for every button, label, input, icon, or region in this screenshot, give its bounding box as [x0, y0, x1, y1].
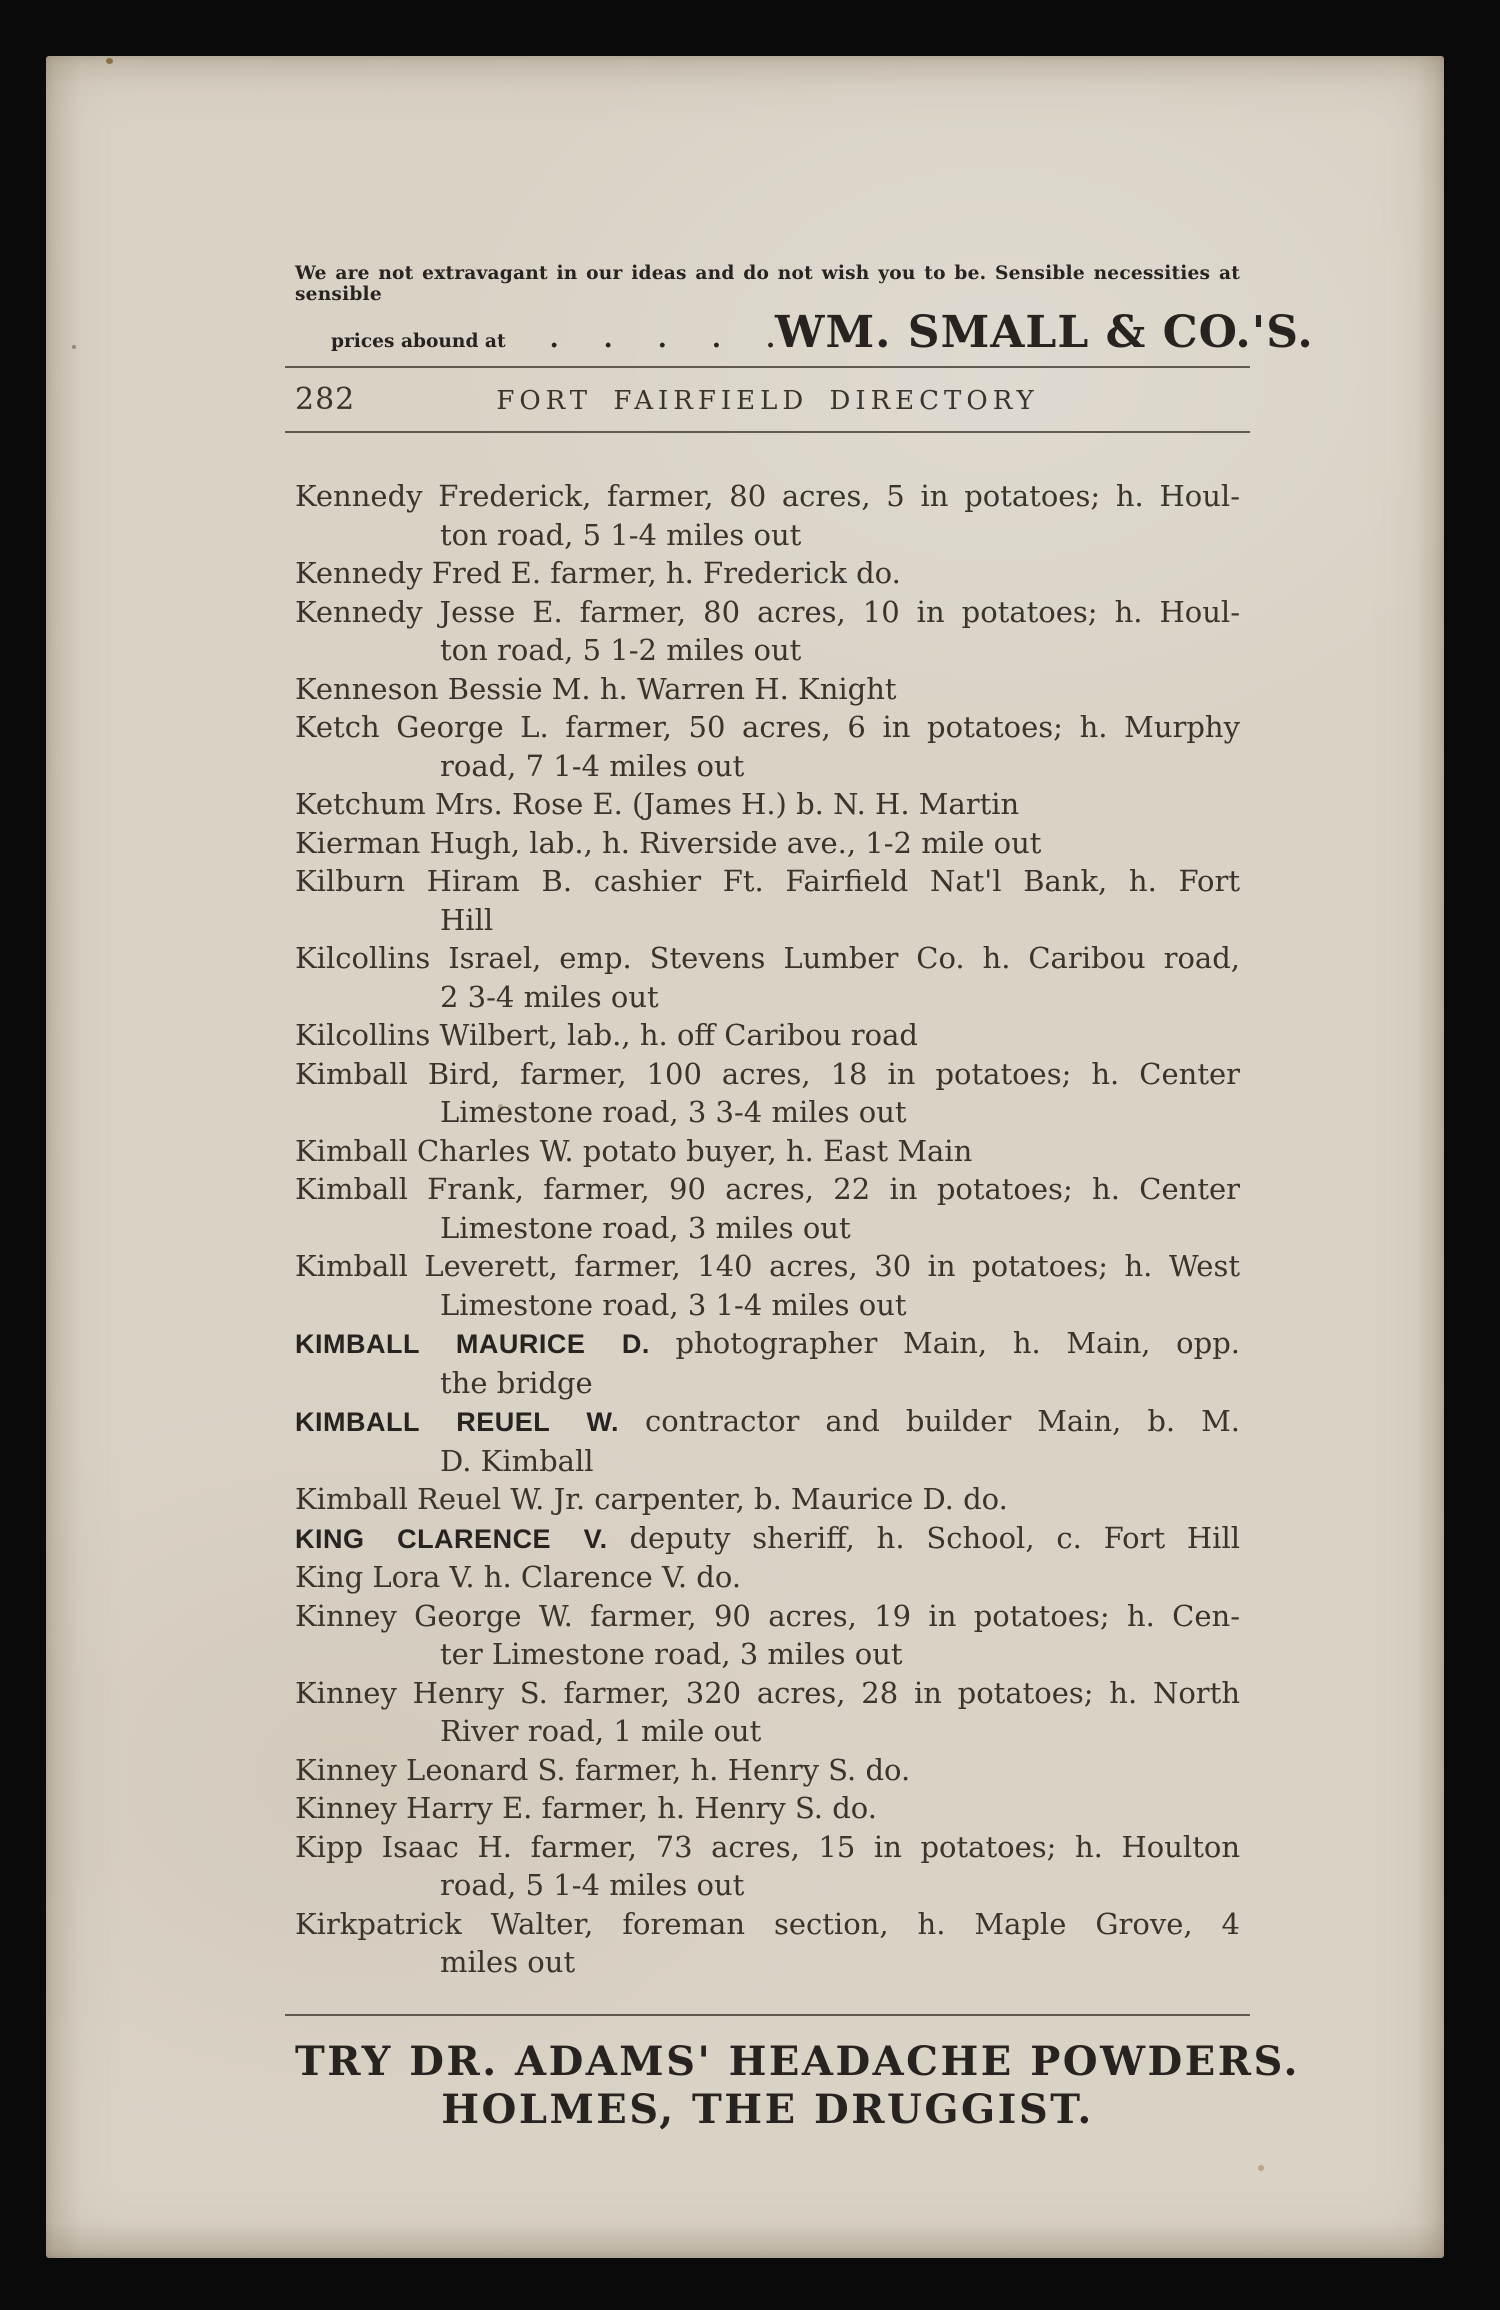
directory-entry	[295, 708, 1240, 785]
directory-entry	[295, 1828, 1240, 1905]
entry-line: Kinney Harry E. farmer, h. Henry S. do.	[295, 1791, 877, 1825]
entry-line: ter Limestone road, 3 miles out	[440, 1637, 903, 1671]
entry-line: Kennedy Fred E. farmer, h. Frederick do.	[295, 556, 901, 590]
entry-line: 2 3-4 miles out	[440, 979, 659, 1014]
entry-line: the bridge	[440, 1365, 593, 1400]
entry-line: Kennedy Jesse E. farmer, 80 acres, 10 in potatoes; h. Houl-	[295, 594, 1240, 629]
directory-entry	[295, 1480, 1240, 1519]
directory-entry	[295, 670, 1240, 709]
entry-line: Kipp Isaac H. farmer, 73 acres, 15 in potatoes; h. Houlton	[295, 1829, 1240, 1864]
directory-entry	[295, 593, 1240, 670]
top-ad-line2	[295, 307, 1314, 358]
entry-line: Limestone road, 3 miles out	[440, 1210, 851, 1245]
entry-line: Hill	[440, 902, 494, 937]
directory-entry	[295, 1674, 1240, 1751]
directory-entry	[295, 1905, 1240, 1982]
footer-rule	[285, 2014, 1250, 2016]
entry-line: Kinney Henry S. farmer, 320 acres, 28 in potatoes; h. North	[295, 1675, 1240, 1710]
entry-line: Kierman Hugh, lab., h. Riverside ave., 1-2 mile out	[295, 825, 1042, 860]
header-rule-bottom	[285, 431, 1250, 433]
entry-line: Kenneson Bessie M. h. Warren H. Knight	[295, 671, 897, 706]
entry-bold-name: KING CLARENCE V.	[295, 1523, 608, 1554]
directory-entry	[295, 1751, 1240, 1790]
directory-entry	[295, 1789, 1240, 1828]
entry-bold-name: KIMBALL REUEL W.	[295, 1407, 620, 1437]
directory-entry	[295, 862, 1240, 939]
page-content	[46, 56, 1444, 2258]
entry-line: Kirkpatrick Walter, foreman section, h. Maple Grove, 4	[295, 1906, 1240, 1941]
directory-entry	[295, 1132, 1240, 1171]
directory-entry	[295, 1558, 1240, 1597]
entry-line: Ketchum Mrs. Rose E. (James H.) b. N. H. Martin	[295, 787, 1020, 821]
directory-entry	[295, 1170, 1240, 1247]
entry-line: KING CLARENCE V. deputy sheriff, h. School, c. Fort Hill	[295, 1520, 1240, 1555]
directory-entry	[295, 1324, 1240, 1402]
top-ad-slogan: We are not extravagant in our ideas and do not wish you to be. Sensible necessities at sensible	[295, 263, 1240, 305]
directory-entry	[295, 554, 1240, 593]
top-ad-left-group	[295, 324, 775, 354]
directory-entry	[295, 1016, 1240, 1055]
entry-line: Kimball Frank, farmer, 90 acres, 22 in potatoes; h. Center	[295, 1172, 1240, 1206]
entry-line: Kimball Reuel W. Jr. carpenter, b. Maurice D. do.	[295, 1482, 1008, 1516]
entry-line: ton road, 5 1-4 miles out	[440, 517, 802, 552]
top-ad-store-name: WM. SMALL & CO.'S.	[775, 307, 1314, 358]
directory-entry	[295, 939, 1240, 1016]
entry-line: Limestone road, 3 3-4 miles out	[440, 1095, 907, 1129]
top-advertisement	[295, 263, 1314, 358]
directory-entry	[295, 1597, 1240, 1674]
directory-entries	[295, 477, 1240, 1982]
entry-bold-name: KIMBALL MAURICE D.	[295, 1329, 650, 1359]
header-rule-top	[285, 366, 1250, 368]
entry-line: Kilburn Hiram B. cashier Ft. Fairfield Nat'l Bank, h. Fort	[295, 864, 1240, 898]
entry-line: KIMBALL MAURICE D. photographer Main, h. Main, opp.	[295, 1326, 1240, 1360]
top-ad-prices-text: prices abound at	[331, 331, 506, 352]
entry-line: KIMBALL REUEL W. contractor and builder Main, b. M.	[295, 1404, 1240, 1438]
bottom-advertisement	[295, 2037, 1300, 2134]
entry-line: road, 7 1-4 miles out	[440, 748, 745, 783]
entry-line: Kennedy Frederick, farmer, 80 acres, 5 in potatoes; h. Houl-	[295, 479, 1240, 513]
page-number: 282	[295, 382, 356, 417]
entry-line: Kilcollins Israel, emp. Stevens Lumber Co. h. Caribou road,	[295, 941, 1240, 975]
directory-page	[46, 56, 1444, 2258]
entry-line: Kinney George W. farmer, 90 acres, 19 in potatoes; h. Cen-	[295, 1598, 1240, 1633]
entry-line: Kimball Leverett, farmer, 140 acres, 30 in potatoes; h. West	[295, 1249, 1240, 1283]
entry-line: ton road, 5 1-2 miles out	[440, 633, 802, 667]
directory-entry	[295, 477, 1240, 554]
directory-entry	[295, 1402, 1240, 1480]
entry-line: King Lora V. h. Clarence V. do.	[295, 1560, 742, 1594]
leader-dots: . . . . .	[549, 324, 776, 354]
directory-entry	[295, 1519, 1240, 1559]
entry-line: D. Kimball	[440, 1443, 594, 1478]
footer-ad-line2: HOLMES, THE DRUGGIST.	[441, 2085, 1094, 2133]
entry-line: Kimball Bird, farmer, 100 acres, 18 in potatoes; h. Center	[295, 1056, 1240, 1091]
running-head	[295, 382, 1240, 417]
entry-line: Limestone road, 3 1-4 miles out	[440, 1287, 907, 1322]
footer-ad-line1: TRY DR. ADAMS' HEADACHE POWDERS.	[295, 2037, 1300, 2085]
entry-line: miles out	[440, 1945, 576, 1979]
directory-entry	[295, 824, 1240, 863]
page-title: FORT FAIRFIELD DIRECTORY	[496, 386, 1039, 416]
entry-line: Kinney Leonard S. farmer, h. Henry S. do.	[295, 1752, 911, 1787]
entry-line: Ketch George L. farmer, 50 acres, 6 in potatoes; h. Murphy	[295, 710, 1240, 744]
directory-entry	[295, 1247, 1240, 1324]
entry-line: road, 5 1-4 miles out	[440, 1868, 745, 1902]
directory-entry	[295, 1055, 1240, 1132]
entry-line: River road, 1 mile out	[440, 1714, 762, 1748]
entry-line: Kimball Charles W. potato buyer, h. East Main	[295, 1133, 973, 1168]
entry-line: Kilcollins Wilbert, lab., h. off Caribou road	[295, 1018, 918, 1052]
directory-entry	[295, 785, 1240, 824]
